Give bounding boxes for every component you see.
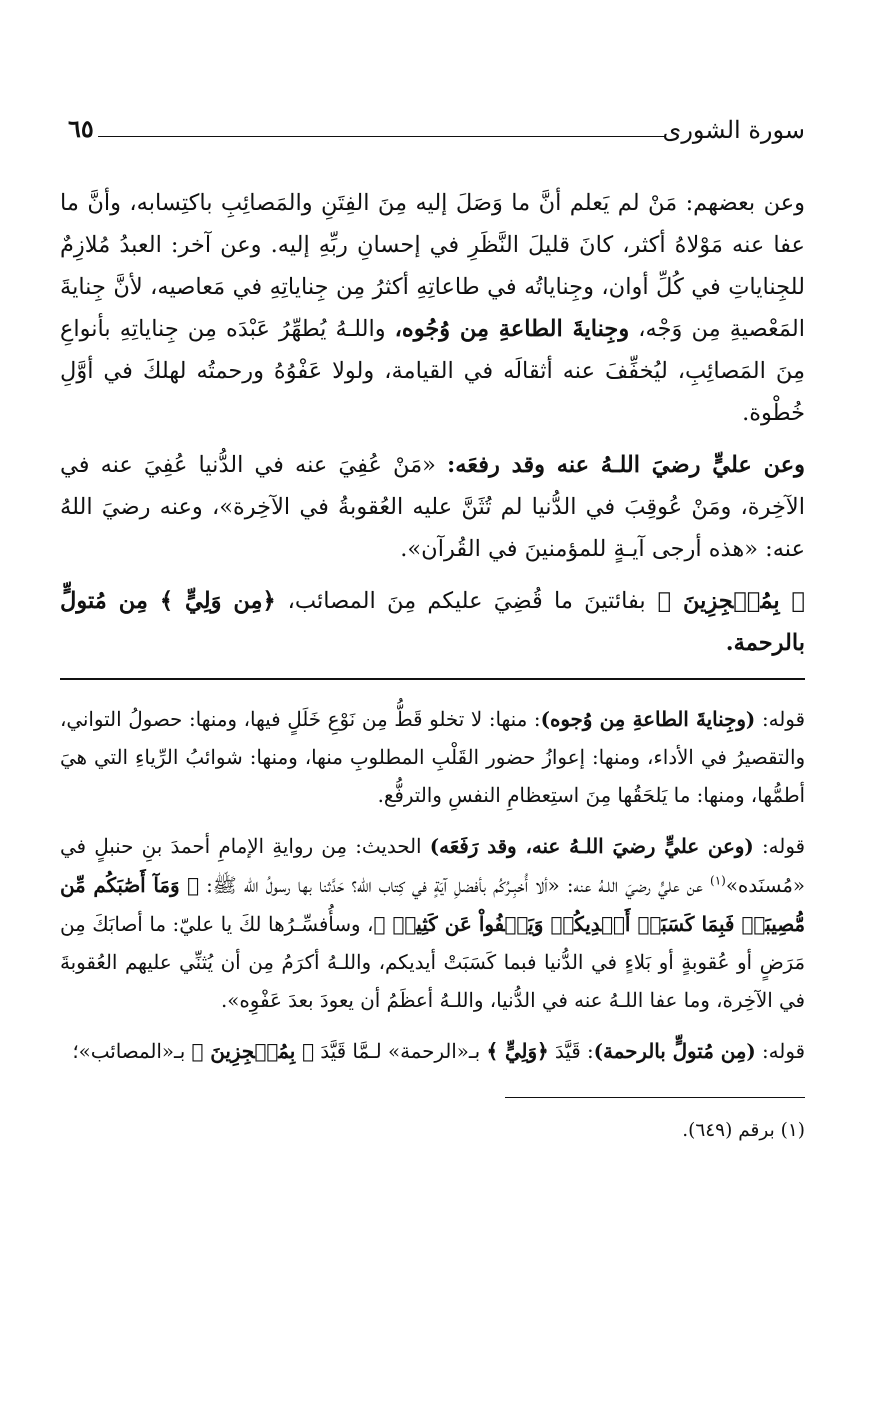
commentary <box>60 700 805 1071</box>
commentary-2-lead: قوله: <box>762 835 805 858</box>
commentary-3-text-b: بـ«الرحمة» لـمَّا قَيَّدَ <box>320 1040 487 1063</box>
section-divider <box>60 678 805 680</box>
paragraph-1-bold: وجِنايةَ الطاعةِ مِن وُجُوه، <box>394 316 630 342</box>
header-rule <box>98 136 665 137</box>
commentary-2-bold: (وعن عليٍّ رضيَ اللـهُ عنه، وقد رَفَعَه) <box>429 834 754 858</box>
commentary-1-text: : منها: لا تخلو قَطُّ مِن نَوْعِ خَلَلٍ فيها، ومنها: حصولُ التواني، والتقصيرُ في الأداء، ومنها: إعوازُ حضور القَلْبِ المطلوبِ منها، ومنها: شوائبُ الرِّياءِ التي هيَ أطمُّها، ومنها: ما يَلحَقُها مِنَ استِعظامِ النفسِ والترفُّع. <box>60 708 805 807</box>
footnote: (١) برقم (٦٤٩). <box>682 1120 805 1141</box>
quran-verse: ﴿ وَمَآ أَصَٰبَكُم مِّن مُّصِيبَةٖ فَبِمَا كَسَبَتۡ أَيۡدِيكُمۡ وَيَعۡفُواْ عَن كَثِيرٖ ﴾ <box>60 873 805 936</box>
commentary-2-text-b: عن عليٍّ رضيَ اللـهُ عنه: «ألا أُخبِـرُكُم بأفضلِ آيَةٍ في كِتاب الله؟ حَدَّثنا بها رسولُ الله ﷺ: <box>206 874 710 897</box>
paragraph-2-bold: وعن عليٍّ رضيَ اللـهُ عنه وقد رفعَه: <box>447 452 806 478</box>
paragraph-2 <box>60 444 805 570</box>
commentary-1 <box>60 700 805 815</box>
footnote-rule <box>505 1097 805 1098</box>
running-header <box>60 112 805 156</box>
commentary-3-text-a: : قَيَّدَ <box>554 1040 594 1063</box>
paragraph-1 <box>60 182 805 434</box>
quran-word-2: ﴿مِن وَلِيٍّ ﴾ <box>159 588 276 614</box>
commentary-2 <box>60 827 805 1020</box>
commentary-1-lead: قوله: <box>762 708 805 731</box>
quran-word-1: ﴿ بِمُعۡجِزِينَ ﴾ <box>657 588 806 614</box>
surah-title: سورة الشورى <box>662 116 805 144</box>
paragraph-3 <box>60 580 805 664</box>
commentary-3-lead: قوله: <box>762 1040 805 1063</box>
commentary-3 <box>60 1032 805 1071</box>
paragraph-2-text: «مَنْ عُفِيَ عنه في الدُّنيا عُفِيَ عنه في الآخِرة، ومَنْ عُوقِبَ في الدُّنيا لم تُثَنَّ عليه العُقوبةُ في الآخِرة»، وعنه رضيَ اللهُ عنه: «هذه أرجى آيـةٍ للمؤمنينَ في القُرآن». <box>60 452 805 562</box>
book-page <box>60 112 805 1146</box>
commentary-2-text-a: الحديث: مِن روايةِ الإمامِ أحمدَ بنِ حنبلٍ في «مُسنَده» <box>60 835 805 897</box>
paragraph-3-text: بفائتينَ ما قُضِيَ عليكم مِنَ المصائب، <box>287 588 646 614</box>
main-text <box>60 182 805 664</box>
paragraph-3-end: مِن مُتولٍّ بالرحمة. <box>60 588 805 656</box>
commentary-3-text-c: بـ«المصائب»؛ <box>72 1040 192 1063</box>
paragraph-1-end: واللـهُ يُطهِّرُ عَبْدَه مِن جِناياتِهِ بأنواعِ مِنَ المَصائِبِ، ليُخفِّفَ عنه أثقالَه في القيامة، ولولا عَفْوُهُ ورحمتُه لهلكَ في أوَّلِ خُطْوة. <box>60 316 805 426</box>
quran-word-4: ﴿ بِمُعۡجِزِينَ ﴾ <box>191 1039 314 1063</box>
commentary-3-bold: (مِن مُتولٍّ بالرحمة) <box>593 1039 756 1063</box>
footnote-ref[interactable]: (١) <box>710 873 726 888</box>
page-number: ٦٥ <box>68 114 94 143</box>
paragraph-1-text: وعن بعضهم: مَنْ لم يَعلم أنَّ ما وَصَلَ إليه مِنَ الفِتَنِ والمَصائِبِ باكتِسابه، وأنَّ ما عفا عنه مَوْلاهُ أكثر، كانَ قليلَ النَّظَرِ في إحسانِ ربِّهِ إليه. وعن آخر: العبدُ مُلازِمٌ للجِناياتِ في كُلِّ أوان، وجِناياتُه في طاعاتِهِ أكثرُ مِن جِناياتِهِ في مَعاصيه، لأنَّ جِنايةَ المَعْصيةِ مِن وَجْه، <box>60 190 806 342</box>
commentary-1-bold: (وجِنايةَ الطاعةِ مِن وُجوه) <box>540 707 756 731</box>
commentary-2-text-c: ، وسأُفسِّـرُها لكَ يا عليّ: ما أصابَكَ مِن مَرَضٍ أو عُقوبةٍ أو بَلاءٍ في الدُّنيا فبما كَسَبَتْ أيديكم، واللـهُ أكرَمُ مِن أن يُثنِّي عليهم العُقوبةَ في الآخِرة، وما عفا اللـهُ عنه في الدُّنيا، واللـهُ أعظَمُ أن يعودَ بعدَ عَفْوِه». <box>60 913 805 1012</box>
quran-word-3: ﴿وَلِيٍّ ﴾ <box>486 1039 549 1063</box>
